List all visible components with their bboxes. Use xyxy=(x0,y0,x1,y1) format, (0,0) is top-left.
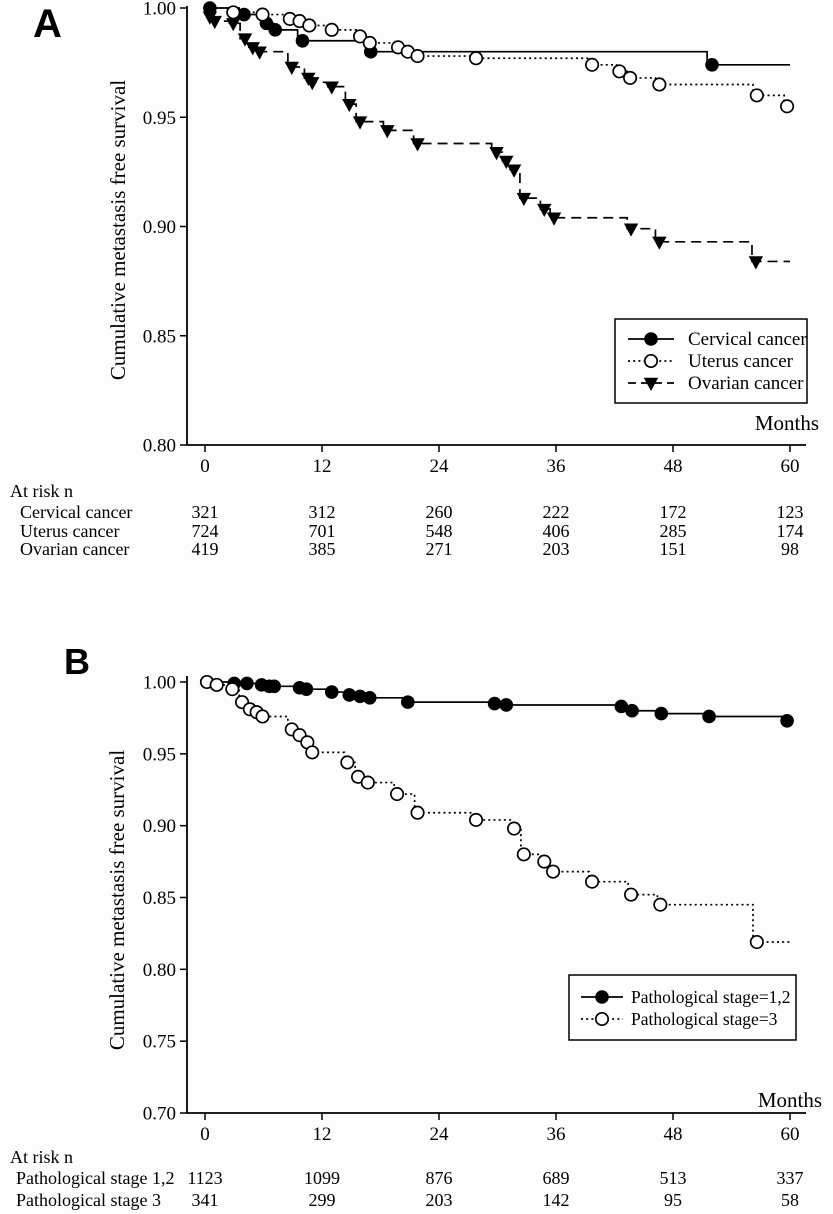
filled-circle-marker xyxy=(500,699,512,711)
open-circle-marker xyxy=(781,100,793,112)
open-circle-marker xyxy=(362,776,374,788)
filled-triangle-marker xyxy=(342,99,356,112)
panel-a-x-tick-label: 48 xyxy=(663,456,683,477)
filled-circle-marker xyxy=(488,697,500,709)
panel-a-x-tick-label: 24 xyxy=(429,456,449,477)
filled-triangle-marker xyxy=(285,62,299,75)
panel-a-at-risk-value: 260 xyxy=(425,502,453,522)
open-circle-marker xyxy=(411,807,423,819)
series-markers-ovarian-cancer xyxy=(203,12,763,270)
open-circle-marker xyxy=(624,72,636,84)
open-circle-marker xyxy=(364,37,376,49)
open-circle-marker xyxy=(586,875,598,887)
filled-circle-marker xyxy=(364,692,376,704)
panel-b-x-tick-label: 60 xyxy=(780,1124,800,1145)
open-circle-marker xyxy=(226,683,238,695)
open-circle-marker xyxy=(654,898,666,910)
panel-a-legend xyxy=(615,319,807,403)
filled-circle-marker xyxy=(326,686,338,698)
open-circle-marker xyxy=(326,24,338,36)
open-circle-marker xyxy=(470,52,482,64)
panel-a-plot xyxy=(143,0,808,477)
legend-label: Pathological stage=3 xyxy=(631,1009,778,1029)
panel-a-at-risk-row-label: Cervical cancer xyxy=(20,502,133,522)
filled-circle-marker xyxy=(706,59,718,71)
panel-b-y-tick-label: 0.90 xyxy=(142,816,176,838)
filled-circle-marker xyxy=(241,677,253,689)
filled-triangle-marker xyxy=(353,116,367,129)
panel-b-at-risk-value: 337 xyxy=(776,1168,804,1188)
panel-b-at-risk-value: 203 xyxy=(425,1190,453,1210)
open-circle-marker xyxy=(653,78,665,90)
filled-triangle-marker xyxy=(652,237,666,250)
panel-a-at-risk-header: At risk n xyxy=(10,481,73,501)
panel-a-x-axis-title: Months xyxy=(754,411,819,435)
filled-triangle-marker xyxy=(749,256,763,269)
open-circle-marker xyxy=(586,59,598,71)
legend-label: Pathological stage=1,2 xyxy=(631,987,791,1007)
panel-a-x-tick-label: 36 xyxy=(546,456,566,477)
panel-a-at-risk-value: 312 xyxy=(308,502,336,522)
panel-a-letter: A xyxy=(33,2,62,46)
open-circle-marker xyxy=(227,6,239,18)
panel-b-at-risk-value: 689 xyxy=(542,1168,570,1188)
panel-b-at-risk-value: 299 xyxy=(308,1190,336,1210)
panel-a-x-tick-label: 60 xyxy=(780,456,800,477)
panel-a-at-risk-value: 724 xyxy=(191,520,219,541)
legend-label: Ovarian cancer xyxy=(688,373,804,394)
panel-a-at-risk-row-label: Ovarian cancer xyxy=(20,539,130,559)
panel-a-y-tick-label: 0.80 xyxy=(142,435,176,457)
panel-a-at-risk-value: 203 xyxy=(542,539,570,559)
panel-b-y-tick-label: 0.70 xyxy=(142,1103,176,1125)
legend-marker xyxy=(645,333,657,345)
panel-b-y-tick-label: 0.80 xyxy=(142,959,176,981)
open-circle-marker xyxy=(508,822,520,834)
panel-a-at-risk-value: 548 xyxy=(425,520,453,541)
panel-a-at-risk-value: 151 xyxy=(659,539,687,559)
filled-triangle-marker xyxy=(547,213,561,226)
panel-a-at-risk-value: 271 xyxy=(425,539,453,559)
panel-a-y-tick-label: 0.95 xyxy=(142,107,176,129)
open-circle-marker xyxy=(538,855,550,867)
panel-a-y-tick-label: 1.00 xyxy=(142,0,176,20)
filled-triangle-marker xyxy=(226,18,240,31)
panel-b-x-tick-label: 24 xyxy=(429,1124,449,1145)
panel-b-at-risk-value: 142 xyxy=(542,1190,570,1210)
filled-circle-marker xyxy=(300,683,312,695)
panel-b-at-risk-value: 1123 xyxy=(187,1168,223,1188)
legend-label: Cervical cancer xyxy=(688,329,807,350)
filled-circle-marker xyxy=(626,705,638,717)
panel-b-at-risk-value: 876 xyxy=(425,1168,453,1188)
filled-triangle-marker xyxy=(624,223,638,236)
panel-a-at-risk-row-label: Uterus cancer xyxy=(20,520,120,541)
open-circle-marker xyxy=(391,788,403,800)
panel-a-at-risk-value: 174 xyxy=(776,520,804,541)
open-circle-marker xyxy=(211,679,223,691)
open-circle-marker xyxy=(625,888,637,900)
filled-circle-marker xyxy=(781,715,793,727)
filled-triangle-marker xyxy=(325,81,339,94)
panel-a-at-risk-value: 172 xyxy=(659,502,687,522)
panel-b-x-tick-label: 48 xyxy=(663,1124,683,1145)
panel-a-at-risk-value: 701 xyxy=(308,520,336,541)
panel-a-at-risk-value: 222 xyxy=(542,502,570,522)
panel-a-at-risk-value: 419 xyxy=(191,539,219,559)
panel-a-x-tick-label: 0 xyxy=(200,456,210,477)
panel-a-y-tick-label: 0.85 xyxy=(142,326,176,348)
panel-a-y-tick-label: 0.90 xyxy=(142,217,176,238)
filled-triangle-marker xyxy=(410,138,424,151)
open-circle-marker xyxy=(256,710,268,722)
panel-a-at-risk-value: 321 xyxy=(191,502,219,522)
filled-circle-marker xyxy=(703,710,715,722)
panel-b-y-tick-label: 0.75 xyxy=(142,1031,176,1053)
filled-triangle-marker xyxy=(380,125,394,138)
filled-circle-marker xyxy=(269,24,281,36)
series-curve-pathological-stage-3 xyxy=(205,682,790,942)
panel-b-at-risk-header: At risk n xyxy=(10,1147,73,1167)
open-circle-marker xyxy=(751,936,763,948)
panel-b-legend-box xyxy=(569,975,796,1040)
open-circle-marker xyxy=(256,8,268,20)
open-circle-marker xyxy=(547,865,559,877)
panel-b-y-tick-label: 0.95 xyxy=(142,744,176,766)
open-circle-marker xyxy=(518,848,530,860)
panel-a-at-risk-value: 285 xyxy=(659,520,687,541)
series-markers-pathological-stage-1-2 xyxy=(228,677,793,727)
legend-label: Uterus cancer xyxy=(688,351,793,372)
legend-marker xyxy=(596,991,608,1003)
panel-b-at-risk-value: 58 xyxy=(781,1190,799,1210)
filled-circle-marker xyxy=(402,696,414,708)
panel-b-x-tick-label: 36 xyxy=(546,1124,566,1145)
legend-marker xyxy=(645,355,657,367)
panel-b-x-axis-title: Months xyxy=(757,1088,822,1112)
panel-a-x-tick-label: 12 xyxy=(312,456,332,477)
series-curve-ovarian-cancer xyxy=(205,8,790,261)
panel-b-at-risk-value: 513 xyxy=(659,1168,687,1188)
panel-a-at-risk-value: 123 xyxy=(776,502,804,522)
panel-b-at-risk-value: 1099 xyxy=(304,1168,340,1188)
open-circle-marker xyxy=(306,746,318,758)
panel-b-at-risk-value: 341 xyxy=(191,1190,219,1210)
filled-circle-marker xyxy=(268,680,280,692)
filled-circle-marker xyxy=(655,707,667,719)
panel-b-at-risk-value: 95 xyxy=(664,1190,682,1210)
filled-circle-marker xyxy=(296,35,308,47)
legend-marker xyxy=(596,1013,608,1025)
panel-b-x-tick-label: 0 xyxy=(200,1124,210,1145)
panel-b-plot xyxy=(143,673,806,1146)
panel-b-y-tick-label: 0.85 xyxy=(142,888,176,909)
panel-a-y-axis-title: Cumulative metastasis free survival xyxy=(106,79,130,381)
open-circle-marker xyxy=(411,50,423,62)
panel-b-legend xyxy=(569,975,796,1040)
panel-b-y-axis-title: Cumulative metastasis free survival xyxy=(105,749,129,1051)
panel-b-y-tick-label: 1.00 xyxy=(142,672,176,694)
panel-a-at-risk-value: 385 xyxy=(308,539,336,559)
open-circle-marker xyxy=(303,19,315,31)
filled-triangle-marker xyxy=(517,193,531,206)
panel-b-at-risk-row-label: Pathological stage 1,2 xyxy=(16,1168,175,1188)
panel-a-at-risk-value: 98 xyxy=(781,539,799,559)
panel-b-letter: B xyxy=(64,641,90,682)
open-circle-marker xyxy=(341,756,353,768)
panel-b-at-risk-row-label: Pathological stage 3 xyxy=(16,1190,161,1210)
open-circle-marker xyxy=(470,814,482,826)
panel-b-x-tick-label: 12 xyxy=(312,1124,332,1145)
filled-triangle-marker xyxy=(252,47,266,60)
panel-a-at-risk-value: 406 xyxy=(542,520,570,541)
series-markers-cervical-cancer xyxy=(204,2,719,71)
open-circle-marker xyxy=(751,89,763,101)
